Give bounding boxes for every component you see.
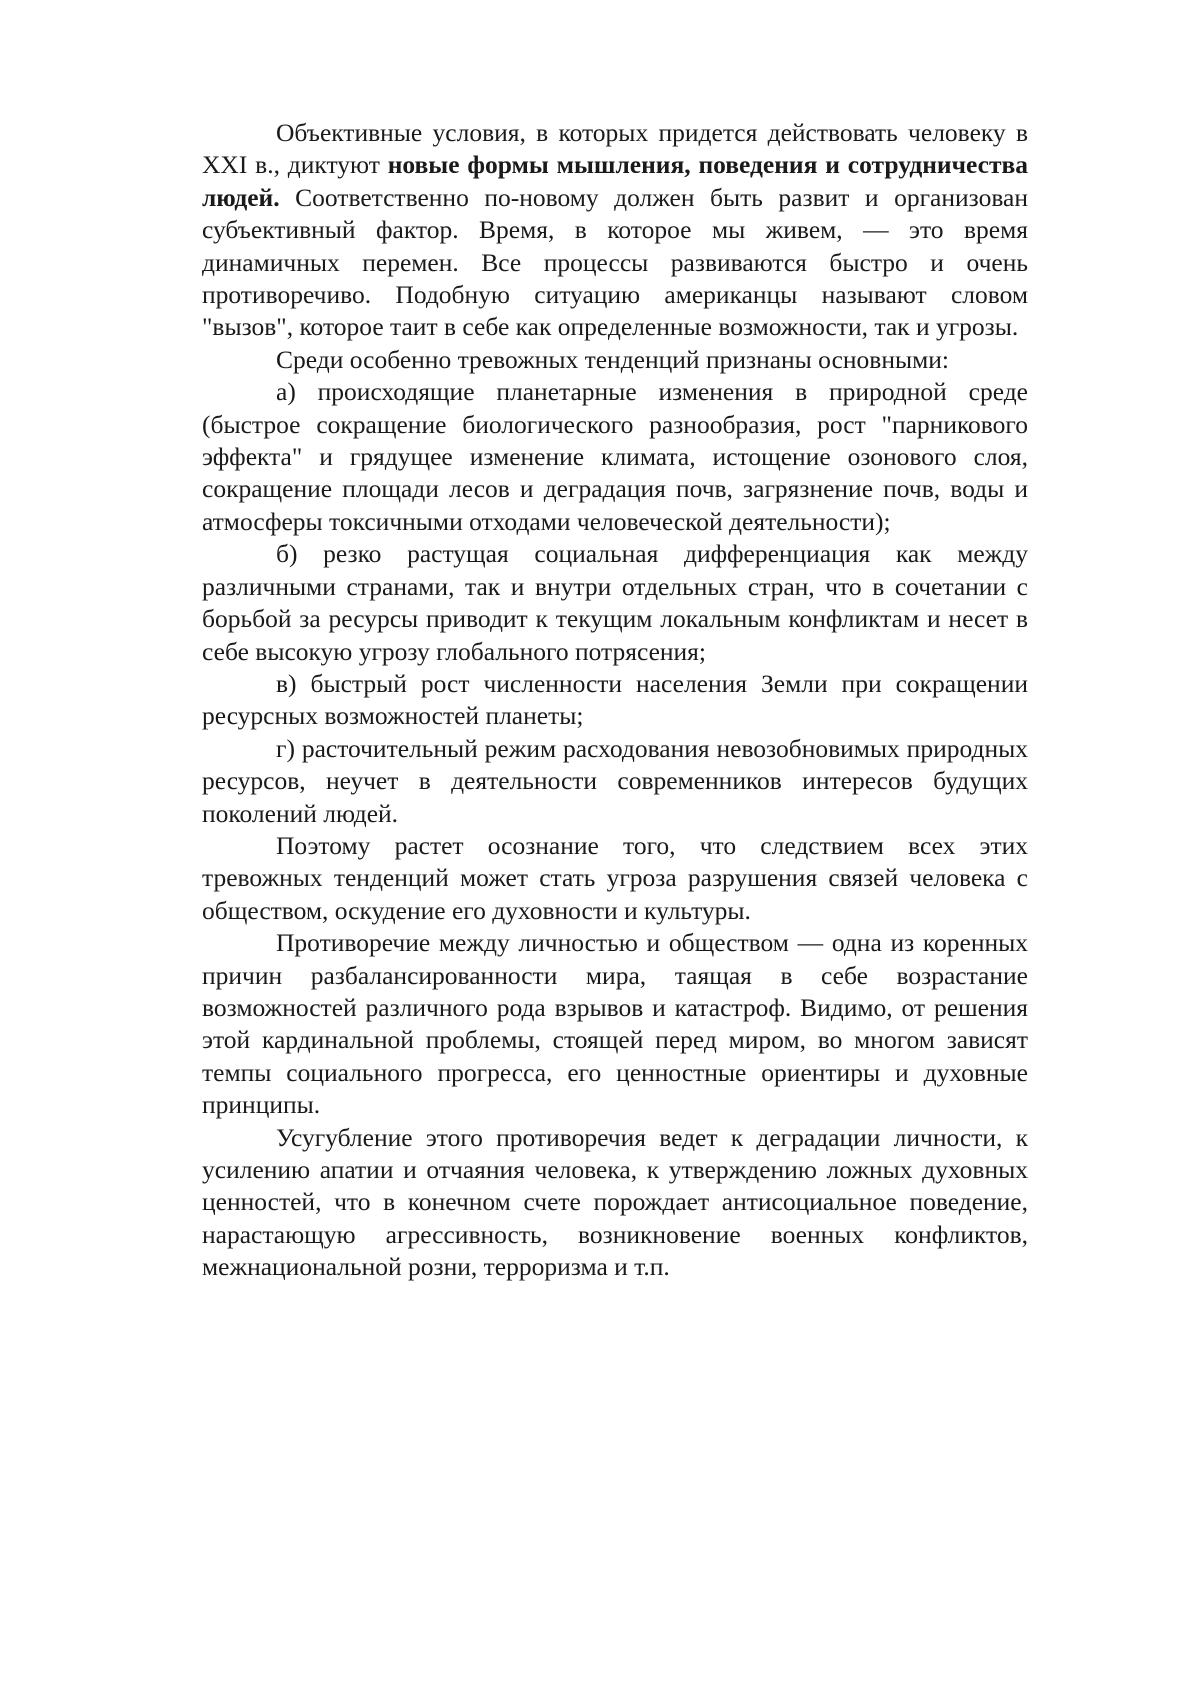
paragraph-trend-d: г) расточительный режим расходования невозобновимых природных ресурсов, неучет в деятельности современников интересов будущих поколений людей. [202, 733, 1028, 828]
paragraph-intro [202, 117, 1028, 344]
paragraph-contradiction: Противоречие между личностью и обществом — одна из коренных причин разбалансированности мира, таящая в себе возрастание возможностей различного рода взрывов и катастроф. Видимо, от решения этой кардинальной проблемы, стоящей перед миром, во многом зависят темпы социального прогресса, его ценностные ориентиры и духовные принципы. [202, 928, 1028, 1120]
paragraph-intro-text-end: Соответственно по-новому должен быть развит и организован субъективный фактор. Время, в которое мы живем, — это время динамичных перемен. Все процессы развиваются быстро и очень противоречиво. Подобную ситуацию американцы называют словом "вызов", которое таит в себе как определенные возможности, так и угрозы. [202, 182, 1028, 342]
paragraph-intro-emphasis: новые формы мышления, поведения и сотрудничества людей. [202, 150, 1028, 212]
paragraph-trend-c: в) быстрый рост численности населения Земли при сокращении ресурсных возможностей планеты; [202, 668, 1028, 731]
paragraph-aggravation: Усугубление этого противоречия ведет к деградации личности, к усилению апатии и отчаяния человека, к утверждению ложных духовных ценностей, что в конечном счете порождает антисоциальное поведение, нарастающую агрессивность, возникновение военных конфликтов, межнациональной розни, терроризма и т.п. [202, 1122, 1028, 1282]
document-body [202, 117, 1028, 1284]
paragraph-trend-a: а) происходящие планетарные изменения в природной среде (быстрое сокращение биологического разнообразия, рост "парникового эффекта" и грядущее изменение климата, истощение озонового слоя, сокращение площади лесов и деградация почв, загрязнение почв, воды и атмосферы токсичными отходами человеческой деятельности); [202, 377, 1028, 536]
paragraph-trend-b: б) резко растущая социальная дифференциация как между различными странами, так и внутри отдельных стран, что в сочетании с борьбой за ресурсы приводит к текущим локальным конфликтам и несет в себе высокую угрозу глобального потрясения; [202, 539, 1028, 666]
paragraph-intro-text-start: Объективные условия, в которых придется действовать человеку в XXI в., диктуют [202, 118, 1028, 180]
paragraph-trends-heading: Среди особенно тревожных тенденций признаны основными: [276, 344, 949, 374]
paragraph-awareness: Поэтому растет осознание того, что следствием всех этих тревожных тенденций может стать угроза разрушения связей человека с обществом, оскудение его духовности и культуры. [202, 830, 1028, 925]
